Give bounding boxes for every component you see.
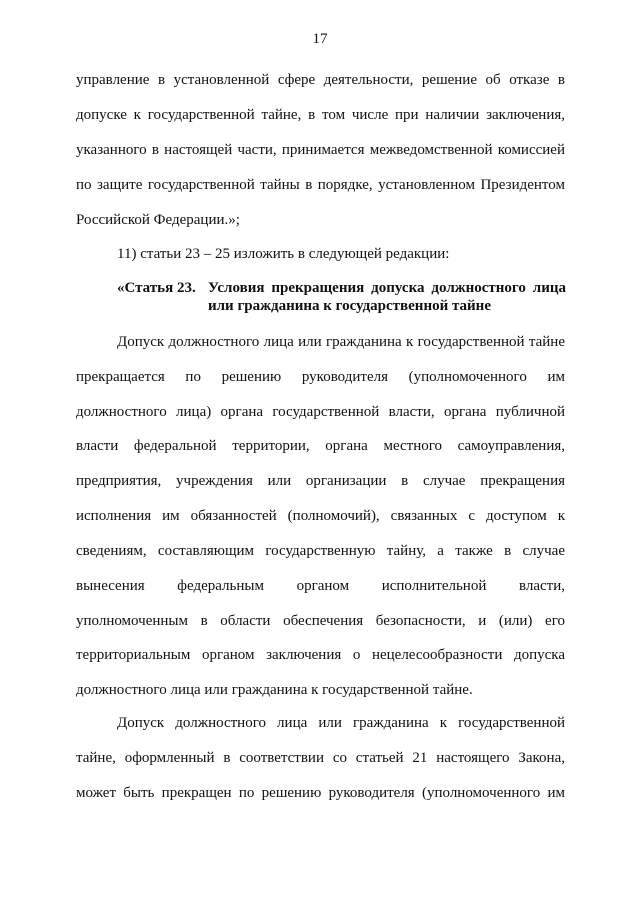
article-title-line: или гражданина к государственной тайне	[208, 298, 491, 314]
paragraph-line: Допуск должностного лица или гражданина к государственной тайне	[117, 334, 565, 350]
paragraph-line: Допуск должностного лица или гражданина к государственной	[117, 715, 565, 731]
amendment-line: 11) статьи 23 – 25 изложить в следующей редакции:	[117, 246, 450, 262]
paragraph-line: власти федеральной территории, органа местного самоуправления,	[76, 438, 565, 454]
paragraph-line: по защите государственной тайны в порядке, установленном Президентом	[76, 177, 565, 193]
paragraph-line: исполнения им обязанностей (полномочий), связанных с доступом к	[76, 508, 565, 524]
paragraph-line: указанного в настоящей части, принимается межведомственной комиссией	[76, 142, 565, 158]
paragraph-line: сведениям, составляющим государственную тайну, а также в случае	[76, 543, 565, 559]
paragraph-line: Российской Федерации.»;	[76, 212, 240, 228]
page-number: 17	[312, 31, 328, 47]
paragraph-line: должностного лица) органа государственной власти, органа публичной	[76, 404, 565, 420]
paragraph-line: вынесения федеральным органом исполнительной власти,	[76, 578, 565, 594]
article-label: «Статья 23.	[117, 280, 196, 296]
paragraph-line: управление в установленной сфере деятельности, решение об отказе в	[76, 72, 565, 88]
paragraph-line: может быть прекращен по решению руководителя (уполномоченного им	[76, 785, 565, 801]
paragraph-line: прекращается по решению руководителя (уполномоченного им	[76, 369, 565, 385]
paragraph-line: допуске к государственной тайне, в том числе при наличии заключения,	[76, 107, 565, 123]
paragraph-line: тайне, оформленный в соответствии со статьей 21 настоящего Закона,	[76, 750, 565, 766]
paragraph-line: уполномоченным в области обеспечения безопасности, и (или) его	[76, 613, 565, 629]
paragraph-line: должностного лица или гражданина к государственной тайне.	[76, 682, 473, 698]
article-title-line: Условия прекращения допуска должностного лица	[208, 280, 566, 296]
paragraph-line: предприятия, учреждения или организации в случае прекращения	[76, 473, 565, 489]
paragraph-line: территориальным органом заключения о нецелесообразности допуска	[76, 647, 565, 663]
